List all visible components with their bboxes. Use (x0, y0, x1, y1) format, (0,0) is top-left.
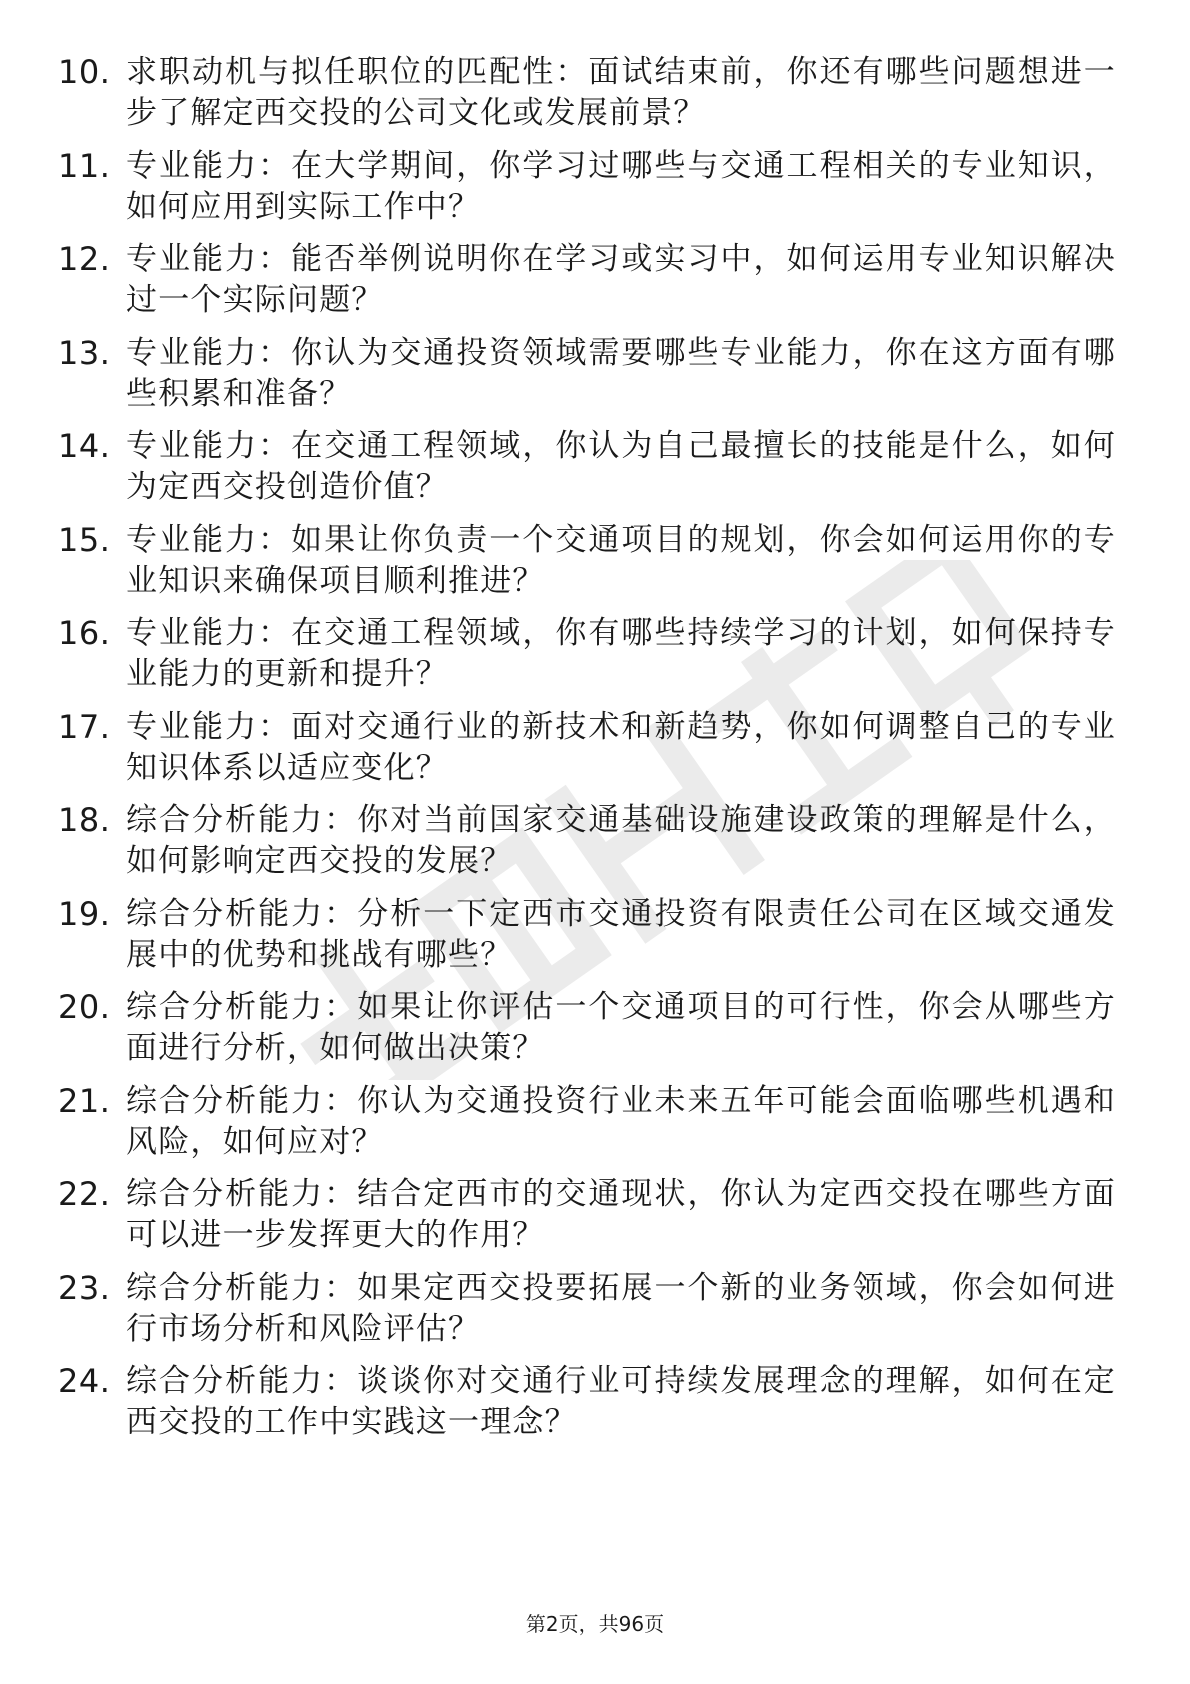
question-text: 专业能力：在交通工程领域，你认为自己最擅长的技能是什么，如何为定西交投创造价值？ (126, 428, 1116, 505)
question-number: 10. (58, 53, 111, 91)
question-number: 12. (58, 240, 111, 278)
question-text: 专业能力：能否举例说明你在学习或实习中，如何运用专业知识解决过一个实际问题？ (126, 241, 1116, 318)
question-text: 专业能力：在交通工程领域，你有哪些持续学习的计划，如何保持专业能力的更新和提升？ (126, 615, 1116, 692)
question-text: 综合分析能力：你对当前国家交通基础设施建设政策的理解是什么，如何影响定西交投的发展？ (126, 802, 1116, 879)
list-item (0, 1268, 1190, 1362)
list-item (0, 987, 1190, 1081)
question-text: 求职动机与拟任职位的匹配性：面试结束前，你还有哪些问题想进一步了解定西交投的公司文化或发展前景？ (126, 54, 1116, 131)
question-text: 专业能力：如果让你负责一个交通项目的规划，你会如何运用你的专业知识来确保项目顺利推进？ (126, 521, 1116, 599)
list-item (0, 146, 1190, 240)
list-item (0, 707, 1190, 801)
question-text: 专业能力：面对交通行业的新技术和新趋势，你如何调整自己的专业知识体系以适应变化？ (126, 708, 1116, 786)
list-item (0, 520, 1190, 614)
question-number: 15. (58, 520, 111, 559)
list-item (0, 800, 1190, 894)
question-text: 综合分析能力：谈谈你对交通行业可持续发展理念的理解，如何在定西交投的工作中实践这一理念？ (126, 1363, 1116, 1440)
question-number: 19. (58, 894, 111, 933)
question-number: 24. (58, 1362, 111, 1400)
question-list (0, 52, 1190, 1455)
question-number: 22. (58, 1175, 111, 1213)
question-text: 综合分析能力：分析一下定西市交通投资有限责任公司在区域交通发展中的优势和挑战有哪些？ (126, 895, 1116, 973)
list-item (0, 613, 1190, 707)
question-number: 21. (58, 1081, 111, 1120)
question-number: 11. (58, 146, 111, 185)
list-item (0, 1081, 1190, 1175)
page-number: 第2页，共96页 (525, 1612, 665, 1636)
list-item (0, 1361, 1190, 1455)
question-number: 16. (58, 614, 111, 652)
question-text: 专业能力：你认为交通投资领域需要哪些专业能力，你在这方面有哪些积累和准备？ (126, 334, 1116, 412)
question-number: 14. (58, 427, 111, 465)
question-number: 20. (58, 988, 111, 1026)
page-footer (0, 1611, 1190, 1637)
list-item (0, 1174, 1190, 1268)
question-text: 综合分析能力：如果定西交投要拓展一个新的业务领域，你会如何进行市场分析和风险评估？ (126, 1269, 1116, 1347)
list-item (0, 52, 1190, 146)
question-text: 综合分析能力：结合定西市的交通现状，你认为定西交投在哪些方面可以进一步发挥更大的作用？ (126, 1176, 1116, 1253)
question-number: 17. (58, 707, 111, 746)
question-number: 18. (58, 801, 111, 839)
question-number: 13. (58, 333, 111, 372)
list-item (0, 333, 1190, 427)
list-item (0, 239, 1190, 333)
list-item (0, 426, 1190, 520)
question-text: 综合分析能力：你认为交通投资行业未来五年可能会面临哪些机遇和风险，如何应对？ (126, 1082, 1116, 1160)
question-number: 23. (58, 1268, 111, 1307)
list-item (0, 894, 1190, 988)
question-text: 综合分析能力：如果让你评估一个交通项目的可行性，你会从哪些方面进行分析，如何做出决策？ (126, 989, 1116, 1066)
question-text: 专业能力：在大学期间，你学习过哪些与交通工程相关的专业知识，如何应用到实际工作中？ (126, 147, 1116, 225)
